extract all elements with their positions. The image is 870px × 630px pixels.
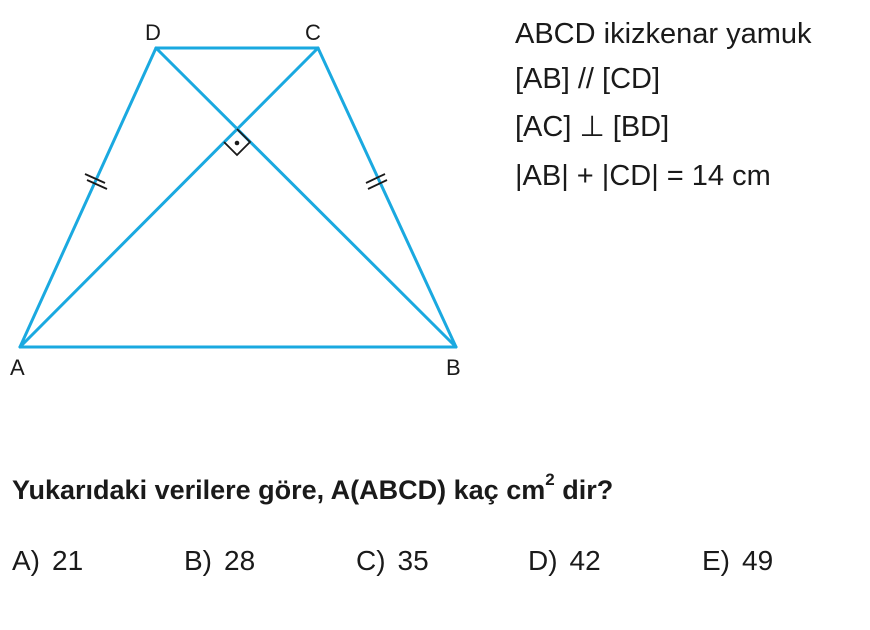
choice-letter: C) xyxy=(356,545,386,576)
choice-letter: D) xyxy=(528,545,558,576)
choice-d[interactable] xyxy=(528,545,601,577)
choice-letter: A) xyxy=(12,545,40,576)
point-label-a: A xyxy=(10,355,25,380)
choice-value: 49 xyxy=(742,545,774,576)
choice-value: 42 xyxy=(569,545,601,576)
given-line-2: [AB] // [CD] xyxy=(515,63,661,95)
side-bc xyxy=(318,48,456,347)
given-line-3: [AC] ⊥ [BD] xyxy=(515,111,670,143)
point-label-d: D xyxy=(145,20,161,45)
question-text xyxy=(12,470,614,506)
choice-value: 28 xyxy=(224,545,256,576)
choice-c[interactable] xyxy=(356,545,429,577)
right-angle-mark xyxy=(224,129,250,155)
choice-letter: E) xyxy=(702,545,730,576)
side-da xyxy=(20,48,156,347)
choice-value: 21 xyxy=(52,545,84,576)
answer-choices xyxy=(12,545,862,581)
choice-b[interactable] xyxy=(184,545,255,577)
given-line-1: ABCD ikizkenar yamuk xyxy=(515,18,812,50)
choice-e[interactable] xyxy=(702,545,773,577)
question-suffix: dir? xyxy=(554,475,614,505)
trapezoid-figure xyxy=(0,0,500,400)
choice-letter: B) xyxy=(184,545,212,576)
diagonal-ac xyxy=(20,48,318,347)
choice-a[interactable] xyxy=(12,545,83,577)
question-exponent: 2 xyxy=(545,470,555,489)
point-label-c: C xyxy=(305,20,321,45)
question-main: Yukarıdaki verilere göre, A(ABCD) kaç cm xyxy=(12,475,546,505)
diagonal-bd xyxy=(156,48,456,347)
point-label-b: B xyxy=(446,355,461,380)
choice-value: 35 xyxy=(397,545,429,576)
given-line-4: |AB| + |CD| = 14 cm xyxy=(515,160,771,192)
